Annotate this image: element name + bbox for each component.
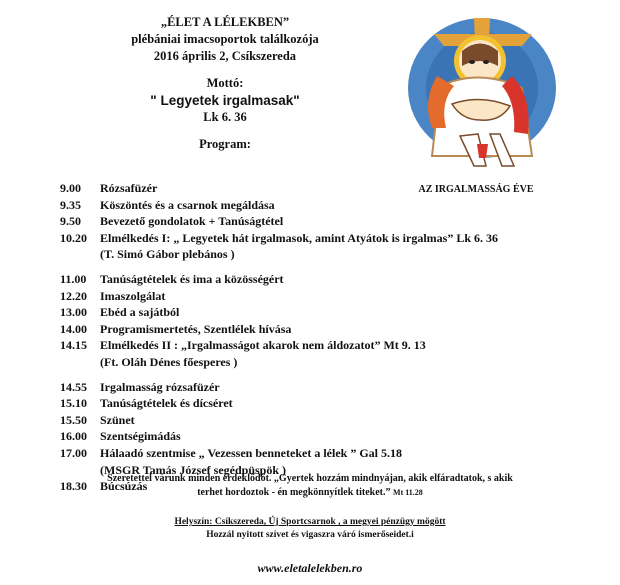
schedule-activity: Tanúságtételek és dícséret xyxy=(100,396,233,411)
schedule-row xyxy=(60,288,580,305)
schedule-activity: Elmélkedés I: „ Legyetek hát irgalmasok, amint Atyátok is irgalmas” Lk 6. 36 xyxy=(100,230,498,245)
schedule-row xyxy=(60,445,580,462)
logo-caption: AZ IRGALMASSÁG ÉVE xyxy=(418,184,534,195)
program-label: Program: xyxy=(199,137,251,151)
schedule-row xyxy=(60,197,580,214)
schedule-time: 11.00 xyxy=(60,271,87,286)
schedule-time: 18.30 xyxy=(60,479,87,494)
schedule-row xyxy=(60,337,580,354)
schedule-time xyxy=(60,354,100,371)
event-subtitle: plébániai imacsoportok találkozója xyxy=(131,32,319,46)
schedule-activity: Bevezető gondolatok + Tanúságtétel xyxy=(100,214,284,229)
schedule-activity: Szentségimádás xyxy=(100,429,181,444)
schedule-activity: Köszöntés és a csarnok megáldása xyxy=(100,197,275,212)
schedule-row xyxy=(60,428,580,445)
schedule-time: 15.10 xyxy=(60,396,87,411)
schedule-row xyxy=(60,246,580,263)
year-of-mercy-logo xyxy=(382,6,570,178)
schedule-activity: Hálaadó szentmise „ Vezessen benneteket a lélek ” Gal 5.18 xyxy=(100,445,402,460)
schedule-activity: (MSGR Tamás József segédpüspök ) xyxy=(100,462,287,477)
program-schedule xyxy=(60,180,580,495)
bring-text: Hozzál nyitott szívet és vigaszra váró ismerőseidet.i xyxy=(206,530,414,540)
schedule-activity: Tanúságtételek és ima a közösségért xyxy=(100,271,284,286)
schedule-gap xyxy=(60,263,580,271)
motto-label: Mottó: xyxy=(206,76,244,90)
schedule-row xyxy=(60,379,580,396)
schedule-row xyxy=(60,304,580,321)
schedule-row xyxy=(60,213,580,230)
schedule-time: 12.20 xyxy=(60,288,87,303)
schedule-activity: (Ft. Oláh Dénes főesperes ) xyxy=(100,354,238,369)
schedule-time: 14.15 xyxy=(60,338,87,353)
schedule-time: 9.50 xyxy=(60,214,81,229)
invitation-line-2 xyxy=(20,486,600,500)
event-title: „ÉLET A LÉLEKBEN” xyxy=(160,15,290,29)
schedule-activity: Ebéd a sajátból xyxy=(100,305,180,320)
schedule-activity: Szünet xyxy=(100,412,135,427)
invitation-reference: Mt 11.28 xyxy=(393,488,423,497)
event-date: 2016 április 2, Csíkszereda xyxy=(153,49,297,63)
schedule-row xyxy=(60,395,580,412)
motto-reference: Lk 6. 36 xyxy=(203,110,247,124)
schedule-time: 13.00 xyxy=(60,305,87,320)
schedule-row xyxy=(60,230,580,247)
schedule-row xyxy=(60,354,580,371)
schedule-activity: Irgalmasság rózsafüzér xyxy=(100,379,220,394)
invitation-line-1: Szeretettel várunk minden érdeklődőt. „Gyertek hozzám mindnyájan, akik elfáradtatok, s akik xyxy=(107,473,513,484)
schedule-time xyxy=(60,246,100,263)
schedule-gap xyxy=(60,371,580,379)
event-header xyxy=(100,14,350,153)
location-text: Helyszín: Csíkszereda, Új Sportcsarnok , a megyei pénzügy mögött xyxy=(174,517,446,527)
schedule-row xyxy=(60,271,580,288)
website-link[interactable]: www.eletalelekben.ro xyxy=(257,561,363,575)
schedule-time: 9.35 xyxy=(60,197,81,212)
invitation-quote-end: terhet hordoztok - én megkönnyítlek titeket.” xyxy=(197,487,391,498)
invitation-text xyxy=(20,472,600,500)
schedule-time: 16.00 xyxy=(60,429,87,444)
schedule-activity: Búcsúzás xyxy=(100,479,148,494)
schedule-activity: Elmélkedés II : „Irgalmasságot akarok nem áldozatot” Mt 9. 13 xyxy=(100,338,426,353)
schedule-activity: Programismertetés, Szentlélek hívása xyxy=(100,321,292,336)
schedule-row xyxy=(60,321,580,338)
schedule-activity: (T. Simó Gábor plebános ) xyxy=(100,247,235,262)
schedule-time: 14.00 xyxy=(60,321,87,336)
schedule-time: 14.55 xyxy=(60,379,87,394)
schedule-row xyxy=(60,180,580,197)
motto-text: " Legyetek irgalmasak" xyxy=(150,93,300,108)
schedule-row xyxy=(60,412,580,429)
schedule-activity: Imaszolgálat xyxy=(100,288,166,303)
schedule-time: 17.00 xyxy=(60,445,87,460)
location-block xyxy=(20,516,600,542)
schedule-activity: Rózsafüzér xyxy=(100,181,158,195)
schedule-time: 15.50 xyxy=(60,412,87,427)
schedule-time: 9.00 xyxy=(60,181,81,195)
schedule-time: 10.20 xyxy=(60,230,87,245)
